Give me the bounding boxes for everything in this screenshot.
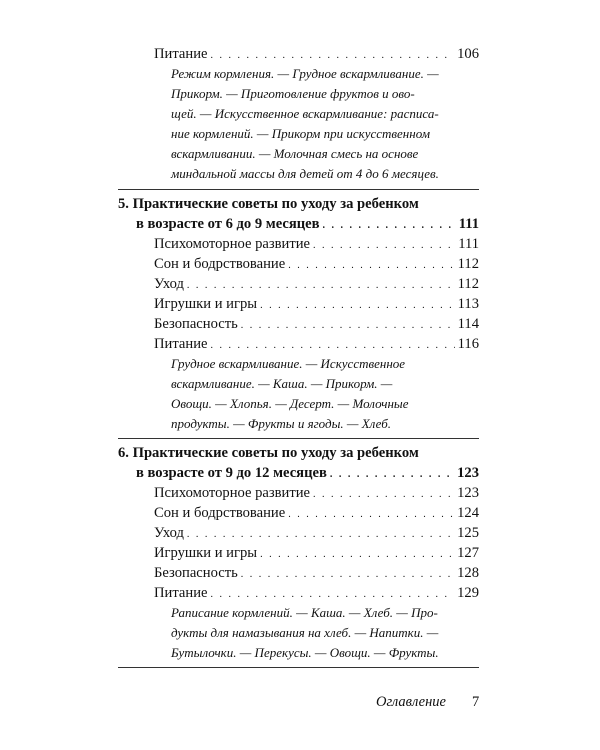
- chapter-6-entry[interactable]: [136, 463, 479, 485]
- entry-page: 123: [457, 465, 479, 481]
- entry-title: Уход: [154, 525, 184, 541]
- entry-page: 125: [457, 525, 479, 541]
- entry-description-line: Режим кормления. — Грудное вскармливание. —: [171, 66, 439, 81]
- leader-dots: [313, 485, 454, 505]
- entry-title: Игрушки и игры: [154, 545, 258, 561]
- entry-page: 112: [457, 256, 479, 272]
- toc-entry-pitanie-top[interactable]: [154, 44, 479, 66]
- entry-description-line: миндальной массы для детей от 4 до 6 месяцев.: [171, 166, 439, 181]
- toc-entry[interactable]: [154, 583, 479, 605]
- entry-description-line: Овощи. — Хлопья. — Десерт. — Молочные: [171, 396, 409, 411]
- entry-title: Психомоторное развитие: [154, 236, 311, 252]
- entry-description-line: вскармливании. — Молочная смесь на основе: [171, 146, 419, 161]
- entry-page: 116: [457, 336, 479, 352]
- entry-page: 112: [457, 276, 479, 292]
- entry-page: 111: [458, 236, 479, 252]
- entry-page: 114: [457, 316, 479, 332]
- footer-section-label: Оглавление: [376, 694, 446, 710]
- toc-entry[interactable]: [154, 234, 479, 256]
- toc-entry[interactable]: [154, 563, 479, 585]
- entry-title: в возрасте от 6 до 9 месяцев: [136, 216, 320, 232]
- entry-page: 123: [457, 485, 479, 501]
- entry-description-line: щей. — Искусственное вскармливание: расписа-: [171, 106, 439, 121]
- toc-entry[interactable]: [154, 483, 479, 505]
- entry-description-line: Рапиcание кормлений. — Каша. — Хлеб. — Про-: [171, 605, 438, 620]
- leader-dots: [210, 336, 454, 356]
- entry-title: Безопасность: [154, 565, 238, 581]
- toc-entry[interactable]: [154, 274, 479, 296]
- leader-dots: [260, 545, 454, 565]
- leader-dots: [210, 585, 454, 605]
- toc-entry[interactable]: [154, 543, 479, 565]
- leader-dots: [241, 565, 454, 585]
- leader-dots: [288, 505, 454, 525]
- leader-dots: [241, 316, 455, 336]
- leader-dots: [260, 296, 455, 316]
- leader-dots: [323, 216, 456, 236]
- entry-page: 124: [457, 505, 479, 521]
- entry-page: 106: [457, 46, 479, 62]
- entry-page: 129: [457, 585, 479, 601]
- entry-title: Психомоторное развитие: [154, 485, 311, 501]
- toc-entry[interactable]: [154, 503, 479, 525]
- entry-title: Питание: [154, 46, 208, 62]
- toc-entry[interactable]: [154, 294, 479, 316]
- entry-title: Сон и бодрствование: [154, 256, 286, 272]
- entry-description-line: Бутылочки. — Перекусы. — Овощи. — Фрукты.: [171, 645, 439, 660]
- entry-title: Питание: [154, 585, 208, 601]
- entry-description-line: дукты для намазывания на хлеб. — Напитки. —: [171, 625, 439, 640]
- entry-page: 127: [457, 545, 479, 561]
- leader-dots: [288, 256, 454, 276]
- entry-page: 113: [457, 296, 479, 312]
- leader-dots: [187, 276, 455, 296]
- entry-description-line: продукты. — Фрукты и ягоды. — Хлеб.: [171, 416, 392, 431]
- toc-entry[interactable]: [154, 314, 479, 336]
- leader-dots: [187, 525, 454, 545]
- leader-dots: [330, 465, 454, 485]
- entry-description-line: Прикорм. — Приготовление фруктов и ово-: [171, 86, 415, 101]
- entry-title: Питание: [154, 336, 208, 352]
- footer-page-number: 7: [472, 694, 480, 710]
- toc-entry[interactable]: [154, 254, 479, 276]
- entry-title: Игрушки и игры: [154, 296, 258, 312]
- section-divider: [118, 189, 479, 190]
- toc-entry[interactable]: [154, 334, 479, 356]
- chapter-5-heading[interactable]: 5. Практические советы по уходу за ребенком: [118, 196, 419, 212]
- leader-dots: [313, 236, 455, 256]
- entry-title: Безопасность: [154, 316, 238, 332]
- chapter-5-entry[interactable]: [136, 214, 479, 236]
- entry-page: 111: [458, 216, 479, 232]
- section-divider: [118, 438, 479, 439]
- entry-description-line: ние кормлений. — Прикорм при искусственном: [171, 126, 431, 141]
- entry-title: в возрасте от 9 до 12 месяцев: [136, 465, 327, 481]
- entry-page: 128: [457, 565, 479, 581]
- chapter-6-heading[interactable]: 6. Практические советы по уходу за ребенком: [118, 445, 419, 461]
- section-divider: [118, 667, 479, 668]
- entry-description-line: вскармливание. — Каша. — Прикорм. —: [171, 376, 393, 391]
- entry-description-line: Грудное вскармливание. — Искусственное: [171, 356, 406, 371]
- leader-dots: [210, 46, 454, 66]
- entry-title: Уход: [154, 276, 184, 292]
- entry-title: Сон и бодрствование: [154, 505, 286, 521]
- toc-entry[interactable]: [154, 523, 479, 545]
